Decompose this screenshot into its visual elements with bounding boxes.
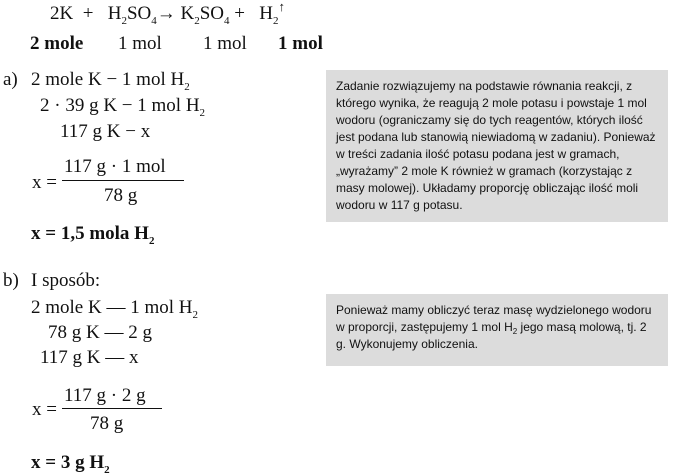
result-text: x = 1,5 mola H [31, 223, 149, 244]
subscript: 4 [224, 15, 230, 27]
reactant-k: 2K [50, 3, 74, 24]
subscript: 2 [184, 81, 190, 93]
product-k2so4 [180, 3, 230, 27]
part-a-line-2 [40, 95, 205, 117]
text-part: jego masą molową, tj. 2 g. Wykonujemy obliczenia. [336, 320, 647, 351]
product-h2 [259, 0, 285, 27]
gas-arrow-icon: ↑ [278, 0, 285, 14]
mole-k2so4: 1 mol [203, 33, 247, 54]
part-a-label: a) [3, 69, 18, 90]
subscript: 2 [192, 309, 198, 321]
line-text: 2 mole K — 1 mol H [31, 297, 193, 318]
h-symbol: H [259, 3, 273, 24]
subscript: 2 [104, 464, 110, 476]
reaction-equation: 2K + $H_2SO_4\to K_2SO_4 + H_2^↑$ [50, 0, 285, 27]
explanation-text-2 [336, 302, 658, 353]
k-symbol: K [180, 3, 195, 24]
subscript: 4 [151, 15, 157, 27]
explanation-text-1: Zadanie rozwiązujemy na podstawie równania reakcji, z którego wynika, że reagują 2 mole potasu i powstaje 1 mol wodoru (ograniczamy się do tych reagentów, których ilość jest podana lub stanowią niewiadomą w zadaniu). Ponieważ w treści zadania ilość potasu podana jest w gramach, „wyrażamy” 2 mole K również w gramach (korzystając z masy molowej). Układamy proporcję obliczając ilość moli wodoru w 117 g potasu. [336, 79, 656, 212]
part-b-label: b) [3, 270, 19, 291]
part-b-numerator: 117 g · 2 g [64, 385, 146, 406]
subscript: 2 [148, 235, 155, 247]
subscript: 2 [121, 15, 127, 27]
part-a-fraction-bar [62, 180, 184, 181]
part-a-line-3: 117 g K − x [60, 121, 151, 142]
subscript: 2 [512, 327, 518, 336]
line-text: 2 · 39 g K − 1 mol H [40, 95, 200, 116]
so-symbol: SO [199, 3, 225, 24]
part-a-x-equals: x = [32, 172, 57, 193]
part-b-method: I sposób: [31, 270, 101, 291]
result-text: x = 3 g H [31, 452, 105, 473]
subscript: 2 [194, 15, 200, 27]
part-a-result [31, 223, 154, 245]
part-b-fraction-bar [62, 408, 162, 409]
part-b-line-2: 78 g K — 2 g [48, 322, 152, 343]
part-b-line-3: 117 g K — x [40, 347, 139, 368]
part-b-line-1 [31, 297, 198, 319]
so-symbol: SO [126, 3, 152, 24]
part-a-numerator: 117 g · 1 mol [64, 156, 166, 177]
line-text: 2 mole K − 1 mol H [31, 69, 185, 90]
text-part: Ponieważ mamy obliczyć teraz masę wydzielonego wodoru w proporcji, zastępujemy 1 mol H [336, 303, 652, 334]
part-b-result [31, 452, 110, 474]
reaction-arrow: → [156, 3, 176, 24]
mole-k: 2 mole [30, 33, 84, 54]
mole-h2so4: 1 mol [118, 33, 162, 54]
subscript: 2 [199, 107, 206, 119]
plus-sign: + [82, 3, 94, 24]
part-b-x-equals: x = [32, 399, 57, 420]
part-a-denominator: 78 g [104, 185, 138, 206]
explanation-box-1 [326, 70, 668, 222]
explanation-box-2 [326, 294, 668, 366]
subscript: 2 [272, 15, 279, 27]
reactant-h2so4 [107, 3, 157, 27]
mole-h2: 1 mol [278, 33, 323, 54]
part-a-line-1 [31, 69, 190, 91]
part-b-denominator: 78 g [90, 413, 124, 434]
h-symbol: H [107, 3, 122, 24]
